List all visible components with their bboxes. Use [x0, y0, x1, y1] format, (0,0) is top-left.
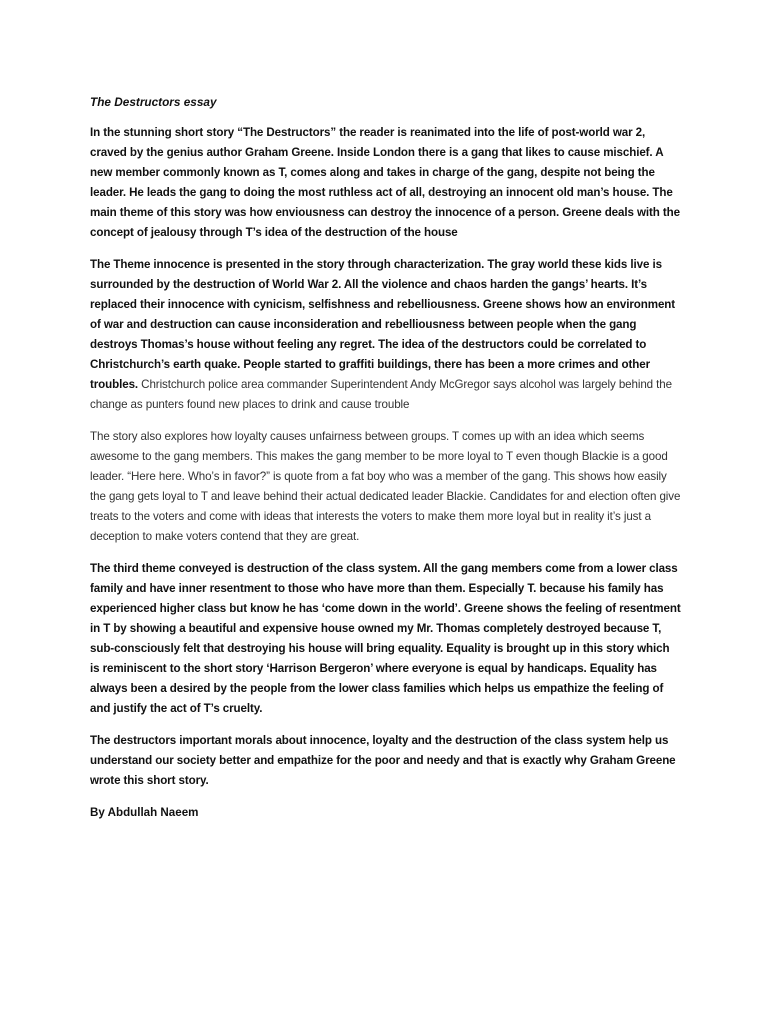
- paragraph-introduction: [90, 123, 682, 243]
- paragraph-class-system: [90, 559, 682, 719]
- paragraph-introduction-text: In the stunning short story “The Destructors” the reader is reanimated into the life of post-world war 2, craved by the genius author Graham Greene. Inside London there is a gang that likes to cause mischief. A new member commonly known as T, comes along and takes in charge of the gang, despite not being the leader. He leads the gang to doing the most ruthless act of all, destroying an innocent old man’s house. The main theme of this story was how enviousness can destroy the innocence of a person. Greene deals with the concept of jealousy through T’s idea of the destruction of the house: [90, 126, 680, 239]
- author-byline: By Abdullah Naeem: [90, 806, 199, 819]
- document-title: The Destructors essay: [90, 95, 217, 109]
- paragraph-loyalty: [90, 427, 682, 547]
- paragraph-innocence-quote-text: Christchurch police area commander Superintendent Andy McGregor says alcohol was largely behind the change as punters found new places to drink and cause trouble: [90, 378, 672, 411]
- paragraph-conclusion: [90, 731, 682, 791]
- paragraph-innocence: [90, 255, 682, 415]
- paragraph-conclusion-text: The destructors important morals about innocence, loyalty and the destruction of the class system help us understand our society better and empathize for the poor and needy and that is exactly why Graham Greene wrote this short story.: [90, 734, 676, 787]
- paragraph-class-system-text: The third theme conveyed is destruction of the class system. All the gang members come from a lower class family and have inner resentment to those who have more than them. Especially T. because his family has experienced higher class but know he has ‘come down in the world’. Greene shows the feeling of resentment in T by showing a beautiful and expensive house owned my Mr. Thomas completely destroyed because T, sub-consciously felt that destroying his house will bring equality. Equality is brought up in this story which is reminiscent to the short story ‘Harrison Bergeron’ where everyone is equal by handicaps. Equality has always been a desired by the people from the lower class families which helps us empathize the feeling of and justify the act of T’s cruelty.: [90, 562, 681, 715]
- paragraph-loyalty-text: The story also explores how loyalty causes unfairness between groups. T comes up with an idea which seems awesome to the gang members. This makes the gang member to be more loyal to T even though Blackie is a good leader. “Here here. Who’s in favor?” is quote from a fat boy who was a member of the gang. This shows how easily the gang gets loyal to T and leave behind their actual dedicated leader Blackie. Candidates for and election often give treats to the voters and come with ideas that interests the voters to make them more loyal but in reality it’s just a deception to make voters contend that they are great.: [90, 430, 681, 543]
- document-body: [90, 92, 682, 823]
- paragraph-innocence-text: The Theme innocence is presented in the story through characterization. The gray world these kids live is surrounded by the destruction of World War 2. All the violence and chaos harden the gangs’ hearts. It’s replaced their innocence with cynicism, selfishness and rebelliousness. Greene shows how an environment of war and destruction can cause inconsideration and rebelliousness between people when the gang destroys Thomas’s house without feeling any regret. The idea of the destructors could be correlated to Christchurch’s earth quake. People started to graffiti buildings, there has been a more crimes and other troubles.: [90, 258, 676, 391]
